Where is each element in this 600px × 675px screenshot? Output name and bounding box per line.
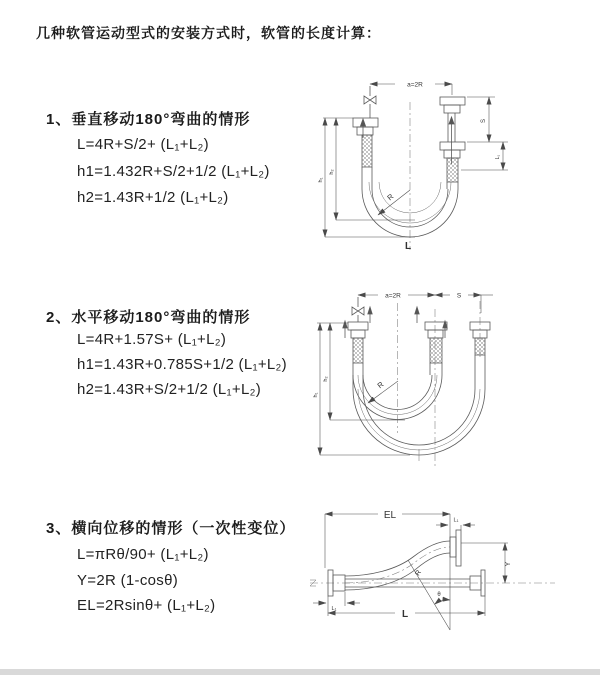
hose-geometry <box>310 530 485 596</box>
page-title: 几种软管运动型式的安装方式时，软管的长度计算： <box>36 25 381 41</box>
dim-label-h1: h₁ <box>318 177 324 183</box>
motion-arrow-icon <box>361 117 455 164</box>
dim-label-h1: h₁ <box>313 392 319 398</box>
section2-formula-1: L=4R+1.57S+ (L₁+L₂) <box>77 331 227 348</box>
dim-label-el: EL <box>383 510 397 521</box>
diagram-vertical-180-bend <box>315 72 515 257</box>
dim-label-l1-top: L₁ <box>453 517 459 524</box>
hose-geometry <box>353 86 465 237</box>
section2-heading: 2、水平移动180°弯曲的情形 <box>46 309 251 326</box>
hose-geometry <box>343 297 490 461</box>
section3-formula-2: Y=2R (1-cosθ) <box>77 572 179 589</box>
page-bottom-edge <box>0 669 600 675</box>
section1-formula-2: h1=1.432R+S/2+1/2 (L₁+L₂) <box>77 163 270 180</box>
centerline <box>310 547 555 583</box>
valve-icon <box>352 297 364 322</box>
dimension-lines <box>313 514 508 630</box>
dim-label-radius: R <box>385 191 396 203</box>
dim-label-a2r: a=2R <box>385 292 401 300</box>
section3-formula-3: EL=2Rsinθ+ (L₁+L₂) <box>77 597 216 614</box>
valve-icon <box>364 86 376 118</box>
dim-label-theta: θ <box>437 592 441 598</box>
dim-label-radius: R <box>375 379 386 391</box>
section1-heading: 1、垂直移动180°弯曲的情形 <box>46 111 251 128</box>
section1-formula-1: L=4R+S/2+ (L₁+L₂) <box>77 136 209 153</box>
section1-formula-3: h2=1.43R+1/2 (L₁+L₂) <box>77 189 229 206</box>
dim-label-y: Y <box>505 561 512 567</box>
dim-label-l1: L₁ <box>495 154 501 160</box>
section2-formula-2: h1=1.43R+0.785S+1/2 (L₁+L₂) <box>77 356 287 373</box>
dimension-lines <box>317 292 493 455</box>
section3-heading: 3、横向位移的情形（一次性变位） <box>46 520 296 537</box>
section3-formula-1: L=πRθ/90+ (L₁+L₂) <box>77 546 209 563</box>
dimension-lines <box>323 81 508 237</box>
dim-label-s: S <box>456 292 462 300</box>
diagram-lateral-displacement <box>300 500 600 660</box>
dim-label-radius: R <box>414 569 424 578</box>
dim-label-length: L <box>401 609 409 620</box>
dim-label-h2: h₂ <box>323 376 329 382</box>
dim-label-s: S <box>481 118 487 124</box>
section2-formula-3: h2=1.43R+S/2+1/2 (L₁+L₂) <box>77 381 262 398</box>
dim-label-length: L <box>404 241 412 252</box>
dim-label-l1-left: L₁ <box>331 606 337 612</box>
dim-label-h2: h₂ <box>329 169 335 175</box>
diagram-horizontal-180-bend <box>310 283 510 473</box>
centerline <box>398 301 481 467</box>
dim-label-a2r: a=2R <box>407 81 423 89</box>
